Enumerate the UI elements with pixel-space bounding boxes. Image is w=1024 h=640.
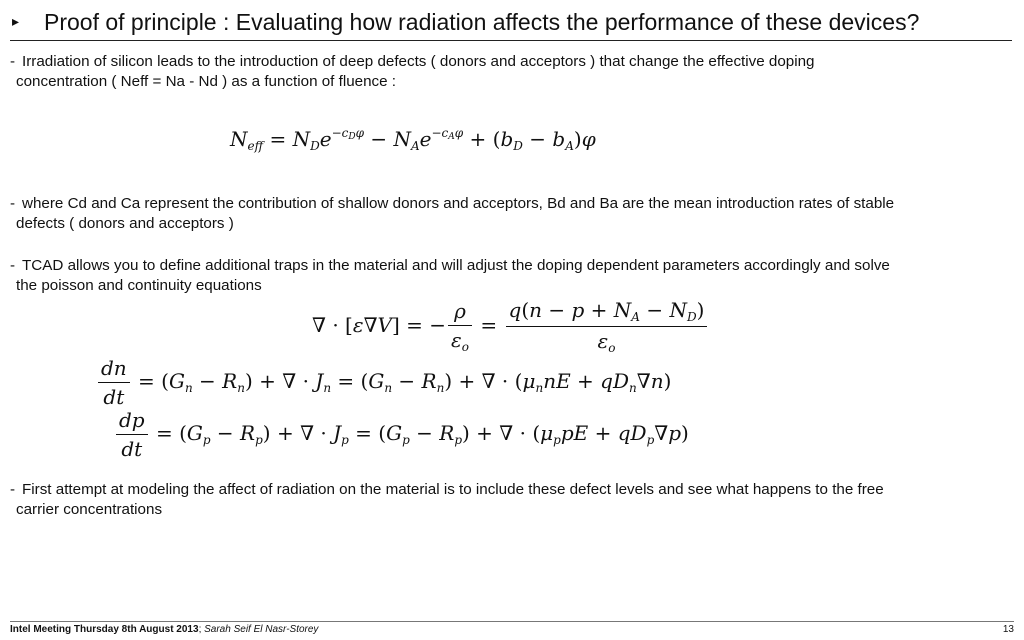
- paragraph-irradiation: [10, 52, 1010, 92]
- paragraph-line: TCAD allows you to define additional traps in the material and will adjust the doping dependent parameters accordingly and solve: [22, 257, 890, 274]
- paragraph-first-attempt: [10, 480, 1010, 520]
- paragraph-coefficients: [10, 194, 1010, 234]
- paragraph-line: First attempt at modeling the affect of radiation on the material is to include these defect levels and see what happens to the free: [22, 481, 884, 498]
- poisson-equation: ∇ · [ε∇V] = − $\frac{\rho}{\varepsilon_o}$ = $\frac{q(n - p + N_A - N_D)}{\varepsilon_o}$: [312, 298, 709, 355]
- hole-continuity-equation: $\frac{dp}{dt}$ = $(G_p - R_p)$ + ∇ · $J_p = (G_p - R_p)$ + ∇ · $(\mu_ppE + qD_p\nabla p)$: [114, 408, 689, 461]
- neff-equation: $N_{eff} = N_De^{-c_D\varphi} - N_Ae^{-c_A\varphi} + (b_D - b_A)\varphi$: [230, 126, 596, 153]
- slide-title: Proof of principle : Evaluating how radiation affects the performance of these devices?: [44, 9, 920, 35]
- footer-divider: [10, 621, 1014, 622]
- dash-bullet: -: [10, 53, 16, 70]
- paragraph-line: the poisson and continuity equations: [16, 277, 262, 294]
- paragraph-tcad: [10, 256, 1010, 296]
- electron-continuity-equation: $\frac{dn}{dt}$ = $(G_n - R_n)$ + ∇ · $J_n = (G_n - R_n)$ + ∇ · $(\mu_nnE + qD_n\nabla n)$: [96, 356, 671, 409]
- footer-separator: ;: [198, 624, 202, 635]
- title-row: [12, 6, 1012, 40]
- paragraph-line: carrier concentrations: [16, 501, 163, 518]
- title-bullet-icon: ▸: [12, 13, 20, 29]
- paragraph-line: where Cd and Ca represent the contribution of shallow donors and acceptors, Bd and Ba are the mean introduction rates of stable: [22, 195, 895, 212]
- dash-bullet: -: [10, 257, 16, 274]
- dash-bullet: -: [10, 481, 16, 498]
- footer-meeting: Intel Meeting Thursday 8th August 2013: [10, 624, 199, 635]
- title-divider: [10, 40, 1012, 41]
- footer-credit: [10, 624, 318, 635]
- paragraph-line: Irradiation of silicon leads to the introduction of deep defects ( donors and acceptors ) that change the effective doping: [22, 53, 815, 70]
- paragraph-line: concentration ( Neff = Na - Nd ) as a function of fluence :: [16, 73, 397, 90]
- paragraph-line: defects ( donors and acceptors ): [16, 215, 234, 232]
- footer-author: Sarah Seif El Nasr-Storey: [204, 624, 319, 635]
- page-number: 13: [1002, 624, 1014, 635]
- dash-bullet: -: [10, 195, 16, 212]
